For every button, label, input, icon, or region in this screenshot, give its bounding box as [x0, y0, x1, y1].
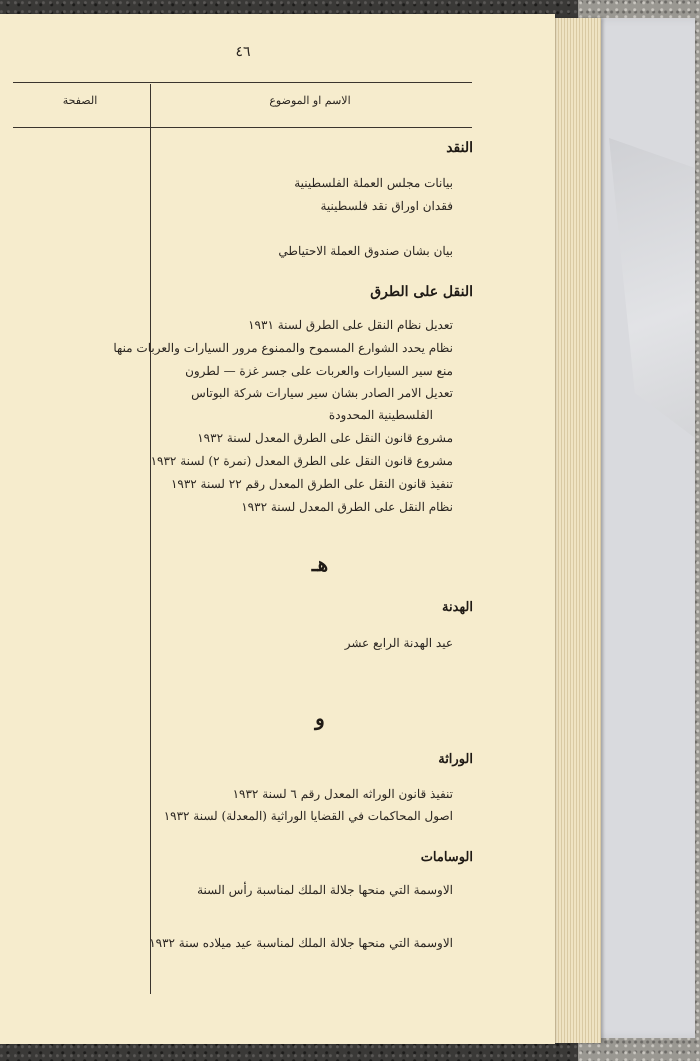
entry-text: فقدان اوراق نقد فلسطينية	[320, 199, 453, 213]
top-rule	[13, 82, 472, 83]
entry-text: تنفيذ قانون النقل على الطرق المعدل رقم ٢٢ لسنة ١٩٣٢	[170, 477, 453, 491]
entry-text: عيد الهدنة الرابع عشر	[344, 636, 453, 650]
column-header-topic: الاسم او الموضوع	[269, 94, 351, 107]
page-edges	[553, 18, 601, 1043]
section-title-naql: النقل على الطرق	[370, 284, 473, 300]
entry-text: اصول المحاكمات في القضايا الوراثية (المعدلة) لسنة ١٩٣٢	[163, 809, 453, 823]
letter-heading-waw: و	[315, 706, 325, 730]
entry-text: نظام يحدد الشوارع المسموح والممنوع مرور السيارات والعربات منها	[113, 341, 453, 355]
entry-text: مشروع قانون النقل على الطرق المعدل لسنة ١٩٣٢	[197, 431, 453, 445]
entry-text: تعديل نظام النقل على الطرق لسنة ١٩٣١	[248, 318, 453, 332]
column-header-page: الصفحة	[62, 94, 98, 107]
letter-heading-ha: هـ	[311, 552, 329, 576]
index-page	[0, 14, 555, 1044]
section-title-naqd: النقد	[446, 140, 473, 156]
header-rule	[13, 127, 472, 128]
section-title-hudna: الهدنة	[442, 600, 473, 615]
entry-text: بيانات مجلس العملة الفلسطينية	[294, 176, 453, 190]
entry-text: تنفيذ قانون الوراثه المعدل رقم ٦ لسنة ١٩٣٢	[232, 787, 453, 801]
entry-text: نظام النقل على الطرق المعدل لسنة ١٩٣٢	[241, 500, 453, 514]
entry-text: الاوسمة التي منحها جلالة الملك لمناسبة عيد ميلاده سنة ١٩٣٢	[149, 936, 453, 950]
flyleaf-fold	[609, 138, 695, 438]
page-number: ٤٦	[235, 44, 251, 60]
section-title-wiratha: الوراثة	[438, 752, 473, 767]
entry-text: تعديل الامر الصادر بشان سير سيارات شركة البوتاس	[191, 386, 453, 400]
entry-text: منع سير السيارات والعربات على جسر غزة — لطرون	[185, 364, 453, 378]
flyleaf-page	[588, 18, 695, 1038]
entry-text: مشروع قانون النقل على الطرق المعدل (نمرة ٢) لسنة ١٩٣٢	[150, 454, 453, 468]
column-divider	[150, 84, 151, 994]
section-title-awsima: الوسامات	[420, 850, 473, 865]
entry-text: بيان بشان صندوق العملة الاحتياطي	[278, 244, 453, 258]
entry-text: الاوسمة التي منحها جلالة الملك لمناسبة رأس السنة	[197, 883, 453, 897]
entry-text: الفلسطينية المحدودة	[328, 408, 433, 422]
